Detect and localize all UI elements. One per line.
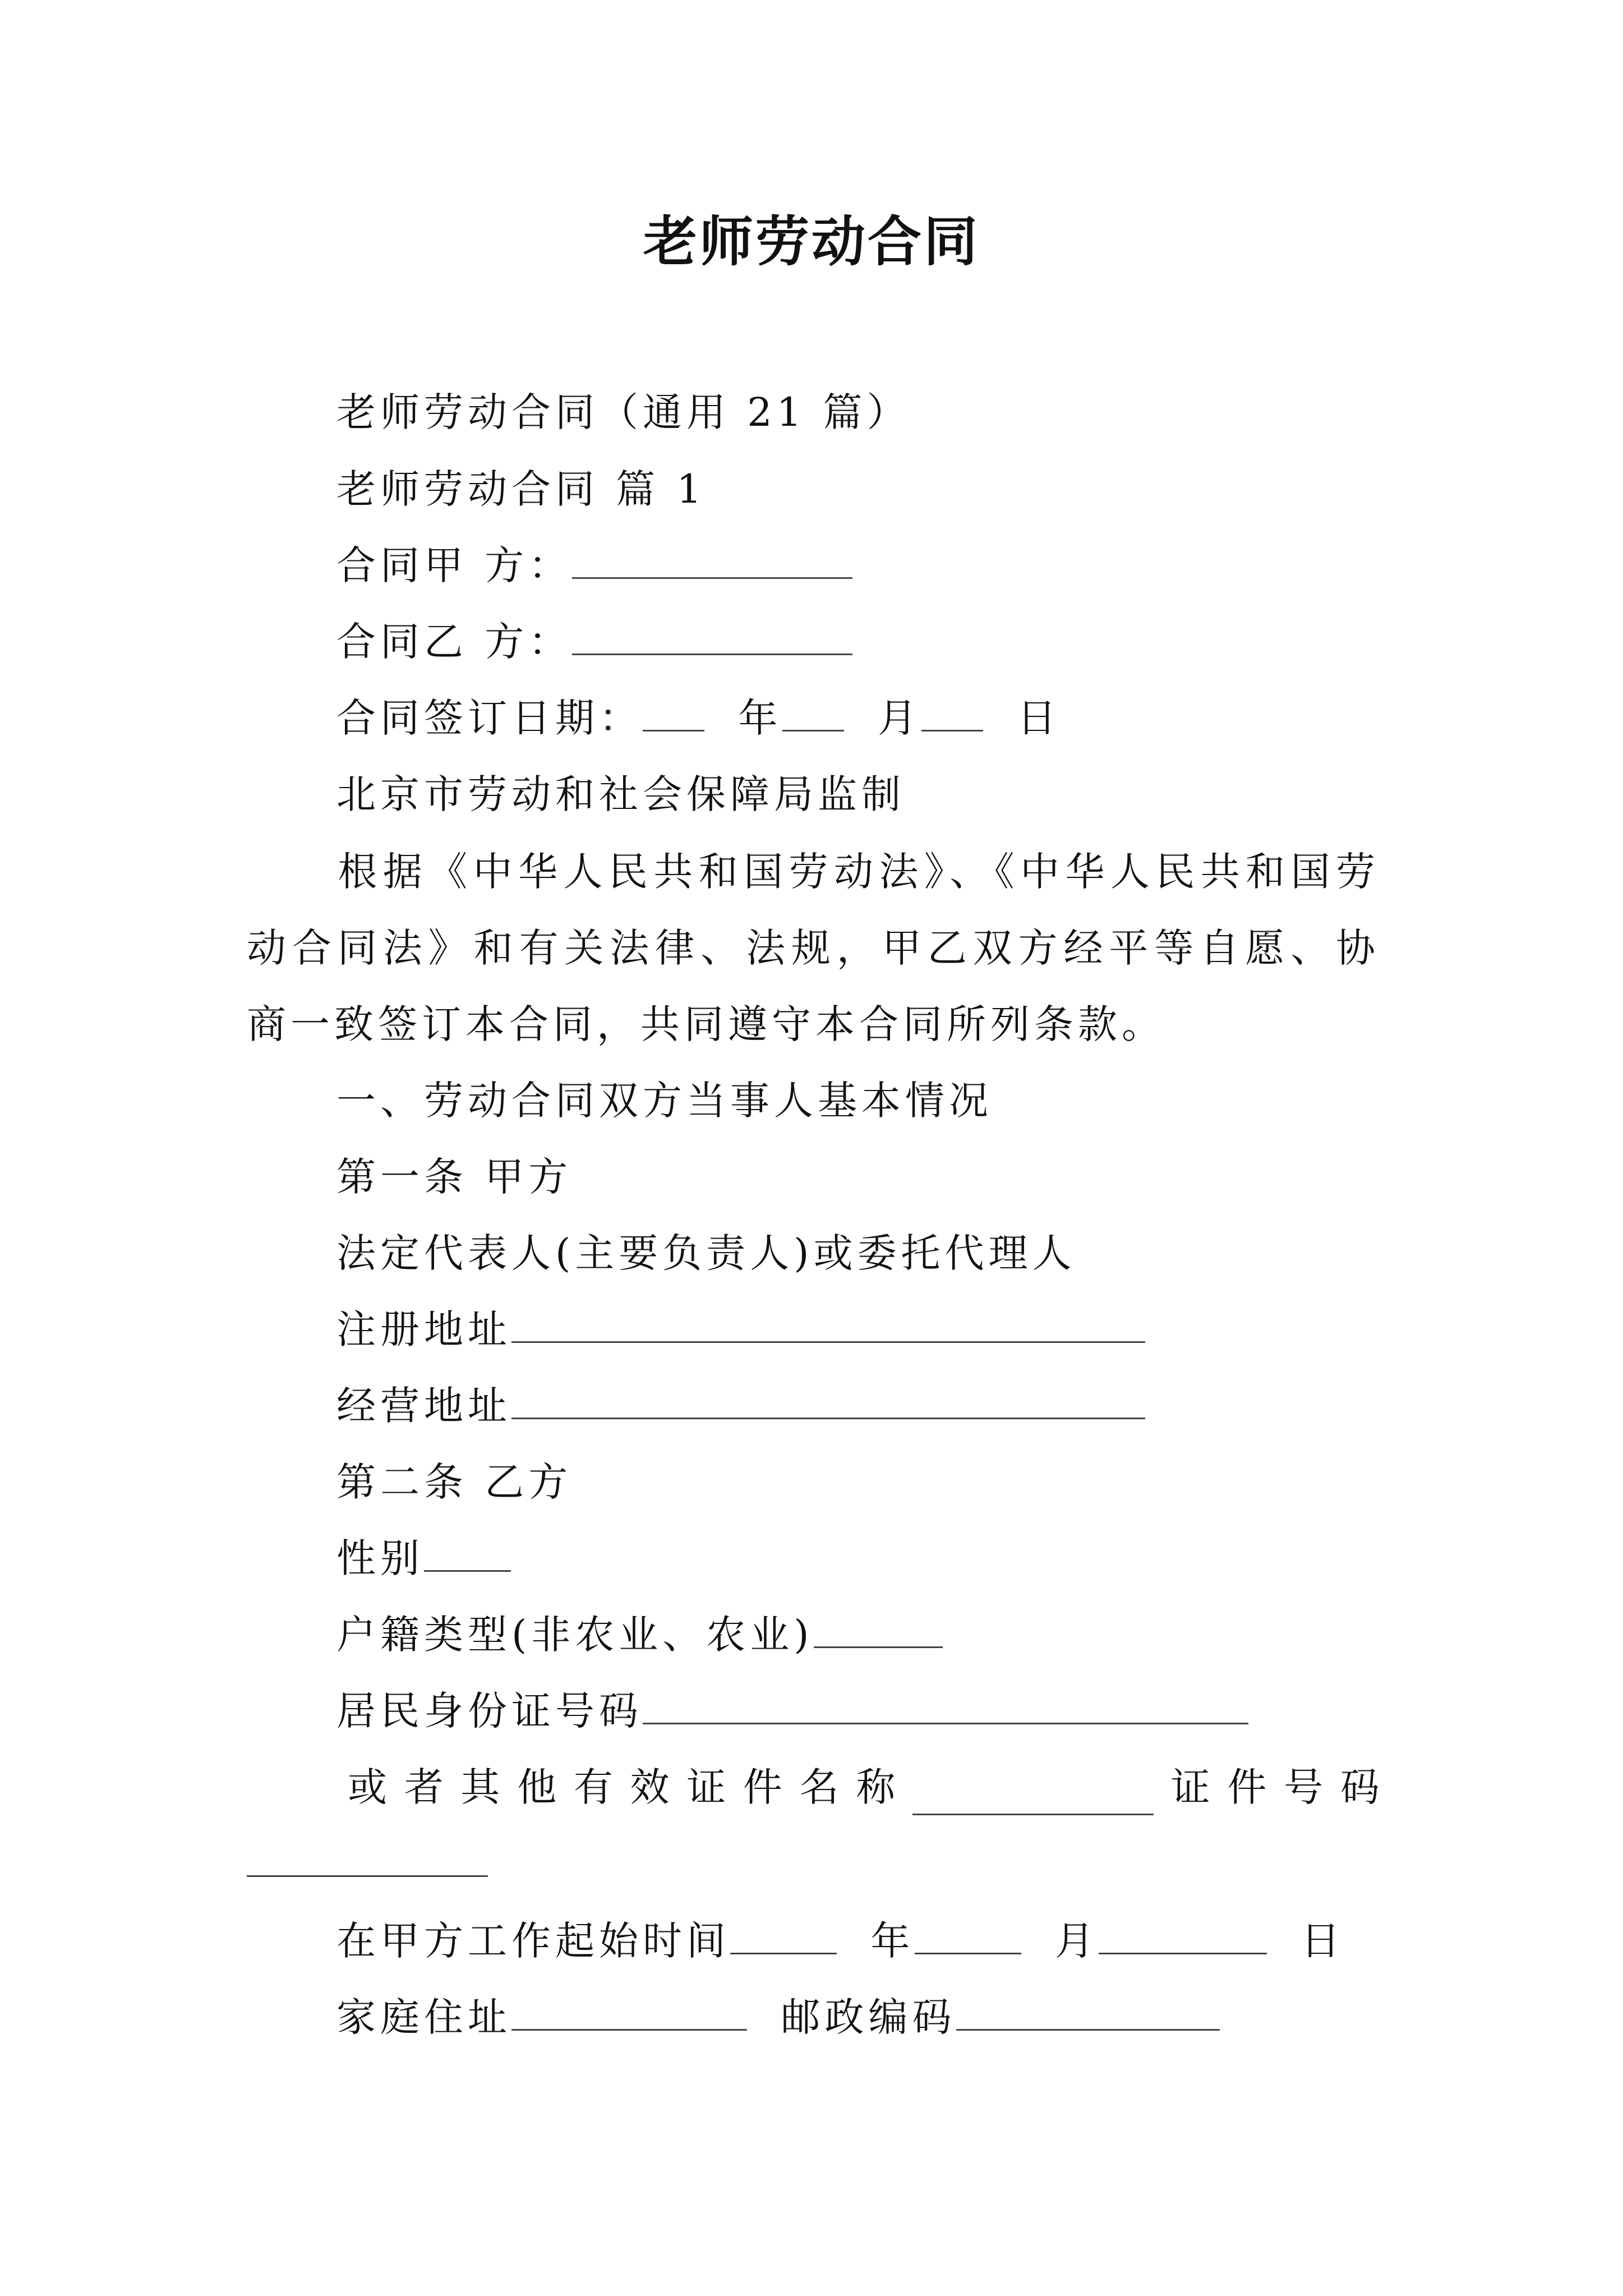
sign-day-label: 日 — [1017, 695, 1061, 741]
id-no-char: 证 — [1170, 1764, 1210, 1810]
other-id-number-blank — [247, 1842, 488, 1877]
other-id-char: 件 — [743, 1764, 782, 1810]
supervisor-line: 北京市劳动和社会保障局监制 — [336, 771, 905, 817]
party-b-line — [336, 614, 852, 670]
start-time-line — [336, 1913, 1345, 1969]
preamble-text: 根据《中华人民共和国劳动法》、《中华人民共和国劳动合同法》和有关法律、法规，甲乙双方经平等自愿、协商一致签订本合同，共同遵守本合同所列条款。 — [247, 849, 1380, 1047]
other-id-char: 者 — [404, 1764, 444, 1810]
home-address-line — [336, 1989, 1220, 2045]
household-type-line — [336, 1607, 943, 1663]
household-type-label: 户籍类型(非农业、农业) — [336, 1612, 814, 1658]
party-b-blank — [572, 620, 852, 655]
sign-day-blank — [921, 696, 983, 731]
registered-address-line — [336, 1301, 1145, 1358]
registered-address-blank — [511, 1308, 1145, 1343]
id-no-char: 件 — [1227, 1764, 1267, 1810]
household-type-blank — [814, 1613, 943, 1648]
id-number-blank — [643, 1689, 1248, 1724]
start-year-blank — [730, 1919, 837, 1954]
article-one-heading: 第一条 甲方 — [336, 1154, 573, 1200]
business-address-label: 经营地址 — [336, 1383, 511, 1429]
start-year-label: 年 — [870, 1918, 915, 1964]
other-id-char: 或 — [348, 1764, 387, 1810]
start-month-blank — [915, 1919, 1021, 1954]
sign-year-blank — [643, 696, 704, 731]
party-a-blank — [572, 544, 852, 579]
party-a-label: 合同甲 方： — [336, 542, 573, 588]
preamble-paragraph — [247, 834, 1380, 1062]
id-number-line — [336, 1683, 1248, 1739]
start-month-label: 月 — [1055, 1918, 1099, 1964]
other-id-char: 效 — [630, 1764, 670, 1810]
gender-line — [336, 1530, 511, 1586]
section-heading: 老师劳动合同 篇 1 — [336, 466, 707, 512]
postal-code-blank — [956, 1995, 1220, 2031]
start-day-blank — [1099, 1919, 1267, 1954]
start-time-label: 在甲方工作起始时间 — [336, 1918, 730, 1964]
other-id-char: 证 — [686, 1764, 726, 1810]
home-address-label: 家庭住址 — [336, 1994, 511, 2040]
start-day-label: 日 — [1301, 1918, 1345, 1964]
article-two-heading: 第二条 乙方 — [336, 1459, 573, 1505]
sign-month-label: 月 — [878, 695, 922, 741]
gender-blank — [424, 1536, 511, 1572]
id-no-char: 号 — [1284, 1764, 1324, 1810]
sign-year-label: 年 — [738, 695, 782, 741]
sign-date-line — [336, 690, 1061, 746]
id-no-char: 码 — [1340, 1764, 1380, 1810]
party-b-label: 合同乙 方： — [336, 619, 573, 665]
sign-month-blank — [782, 696, 844, 731]
other-id-char: 其 — [460, 1764, 500, 1810]
id-number-label: 居民身份证号码 — [336, 1688, 643, 1734]
other-id-number-line — [247, 1835, 488, 1892]
other-id-char: 他 — [517, 1764, 557, 1810]
party-a-line — [336, 537, 852, 593]
document-subtitle: 老师劳动合同（通用 21 篇） — [336, 389, 911, 435]
registered-address-label: 注册地址 — [336, 1306, 511, 1352]
other-id-name-blank — [912, 1780, 1154, 1815]
other-id-char: 名 — [799, 1764, 839, 1810]
postal-code-label: 邮政编码 — [781, 1994, 956, 2040]
gender-label: 性别 — [336, 1535, 424, 1581]
other-id-char: 有 — [573, 1764, 613, 1810]
home-address-blank — [511, 1995, 747, 2031]
other-id-char: 称 — [856, 1764, 896, 1810]
sign-date-label: 合同签订日期： — [336, 695, 643, 741]
business-address-line — [336, 1378, 1145, 1434]
part-one-heading: 一、劳动合同双方当事人基本情况 — [336, 1078, 993, 1124]
other-id-line — [348, 1759, 1380, 1815]
document-title: 老师劳动合同 — [643, 210, 980, 273]
legal-rep-line: 法定代表人(主要负责人)或委托代理人 — [336, 1230, 1076, 1276]
business-address-blank — [511, 1384, 1145, 1419]
